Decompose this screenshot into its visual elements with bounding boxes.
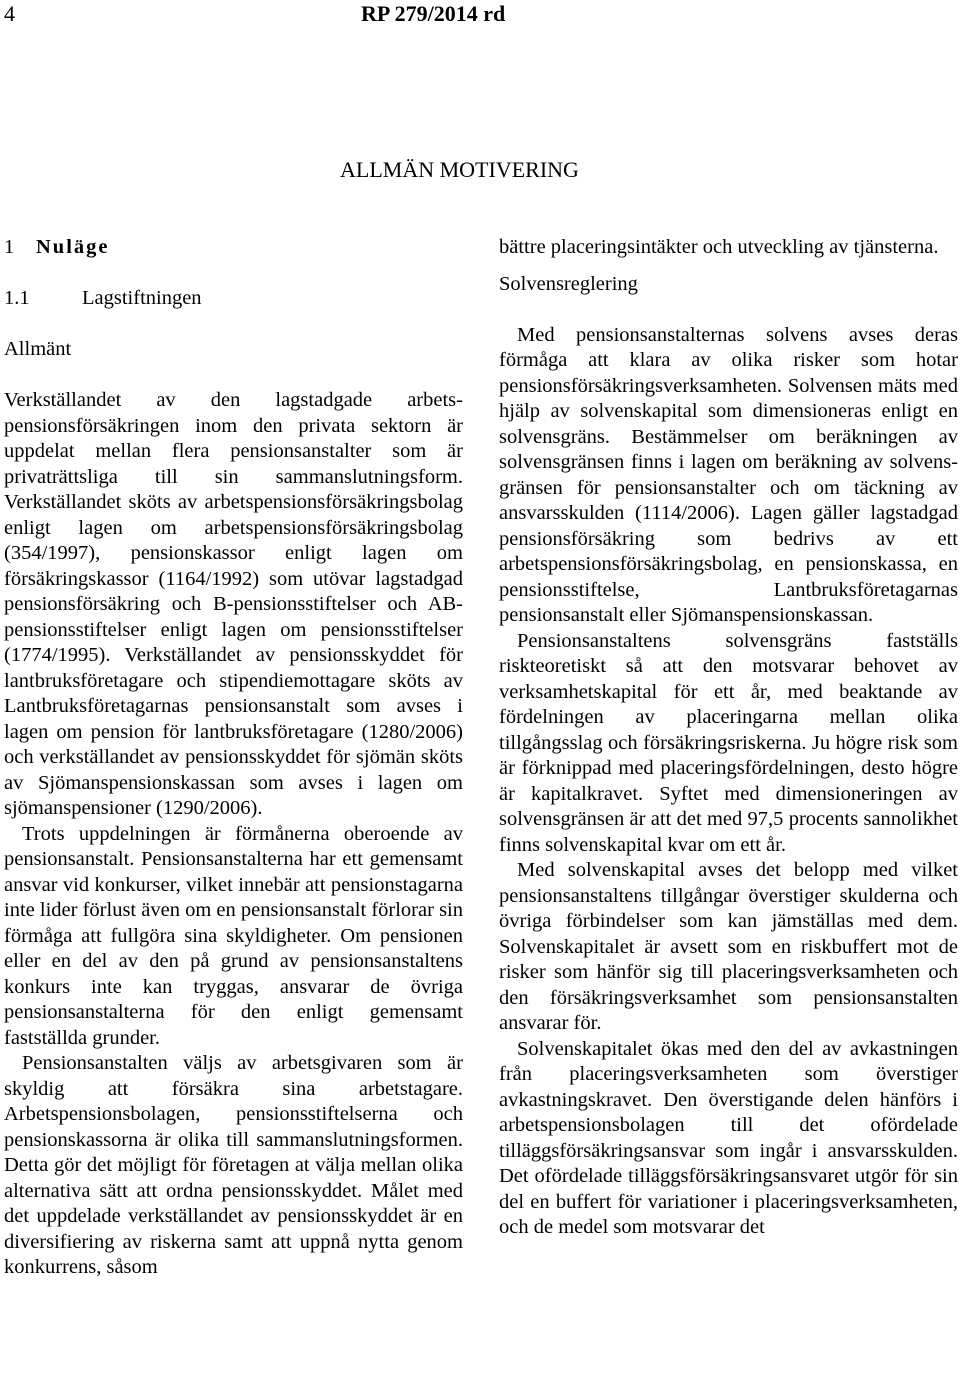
paragraph: Verkställandet av den lagstadgade arbetspensionsförsäkringen inom den privata sektorn är uppdelat mellan flera pensionsanstalter som är privaträttsliga till sin sammanslutningsform. Verkställandet sköts av arbetspensionsförsäkringsbolag enligt lagen om arbetspensionsförsäkringsbolag (354/1997), pensionskassor enligt lagen om försäkringskassor (1164/1992) som utövar lagstadgad pensionsförsäkring och B-pensionsstiftelser och AB-pensionsstiftelser enligt lagen om pensionsstiftelser (1774/1995). Verkställandet av pensionsskyddet för lantbruksföretagare och stipendiemottagare sköts av Lantbruksföretagarnas pensionsanstalt som avses i lagen om pension för lantbruksföretagare (1280/2006) och verkställandet av pensionsskyddet för sjömän sköts av Sjömanspensionskassan som avses i lagen om sjömanspensioner (1290/2006). [4, 389, 463, 819]
document-id: RP 279/2014 rd [361, 1, 506, 26]
paragraph: Med solvenskapital avses det belopp med vilket pensionsanstaltens tillgångar överstiger skulderna och övriga förbindelser som kan jämställas med dem. Solvenskapitalet är avsett som en riskbuffert mot de risker som hänför sig till placeringsverksamheten och den försäkringsverksamhet som pensionsanstalten ansvarar för. [499, 859, 958, 1034]
section-title: ALLMÄN MOTIVERING [340, 157, 579, 182]
heading-1-number: 1 [4, 236, 15, 258]
paragraph: Trots uppdelningen är förmånerna oberoende av pensionsanstalt. Pensionsanstalterna har ett gemensamt ansvar vid konkurser, vilket innebär att pensionstagarna inte lider förlust även om en pensionsanstalt förlorar sin förmåga att fullgöra sina skyldigheter. Om pensionen eller en del av den på grund av pensionsanstaltens konkurs inte kan tryggas, ansvarar de övriga pensionsanstalterna för den enligt gemensamt fastställda grunder. [4, 822, 463, 1049]
left-column [4, 235, 463, 1281]
paragraph: Pensionsanstalten väljs av arbetsgivaren som är skyldig att försäkra sina arbetstagare. Arbetspensionsbolagen, pensionsstiftelserna och pensionskassorna är olika till sammanslutningsformen. Detta gör det möjligt för företagen at välja mellan olika alternativa sätt att ordna pensionsskyddet. Målet med det uppdelade verkställandet av pensionsskyddet är en diversifiering av riskerna samt att uppnå nytta genom konkurrens, såsom [4, 1052, 463, 1278]
paragraph: Solvenskapitalet ökas med den del av avkastningen från placeringsverksamheten som överstiger avkastningskravet. Den överstigande delen hänförs i arbetspensionsbolagen till det ofördelade tilläggsförsäkringsansvar som ingår i ansvarsskulden. Det ofördelade tilläggsförsäkringsansvaret utgör för sin del en buffert för variationer i placeringsverksamheten, och de medel som motsvarar det [499, 1037, 958, 1238]
heading-3: Solvensreglering [499, 272, 638, 295]
heading-2-title: Lagstiftningen [82, 287, 202, 309]
heading-1 [4, 235, 463, 261]
page-number: 4 [4, 1, 15, 26]
paragraph: Med pensionsanstalternas solvens avses deras förmåga att klara av olika risker som hotar pensionsförsäkringsverksamheten. Solvensen mäts med hjälp av solvenskapital som dimensioneras enligt en solvensgräns. Bestämmelser om beräkningen av solvensgränsen finns i lagen om beräkning av solvensgränsen för pensionsanstalter och om täckning av ansvarsskulden (1114/2006). Lagen gäller lagstadgad pensionsförsäkring som bedrivs av ett arbetspensionsförsäkringsbolag, en pensionskassa, en pensionsstiftelse, Lantbruksföretagarnas pensionsanstalt eller Sjömanspensionskassan. [499, 323, 958, 626]
paragraph: Pensionsanstaltens solvensgräns fastställs riskteoretiskt så att den motsvarar behovet av verksamhetskapital för ett år, med beaktande av fördelningen av placeringarna mellan olika tillgångsslag och försäkringsriskerna. Ju högre risk som är förknippad med placeringsfördelningen, desto högre är kapitalkravet. Syftet med dimensioneringen av solvensgränsen är att det med 97,5 procents sannolikhet finns solvenskapital kvar om ett år. [499, 629, 958, 856]
right-column [499, 235, 958, 1241]
paragraph-continuation: bättre placeringsintäkter och utveckling av tjänsterna. [499, 236, 939, 258]
heading-3: Allmänt [4, 338, 72, 360]
heading-1-title: Nuläge [36, 236, 110, 258]
heading-2 [4, 286, 463, 312]
heading-2-number: 1.1 [4, 287, 30, 309]
